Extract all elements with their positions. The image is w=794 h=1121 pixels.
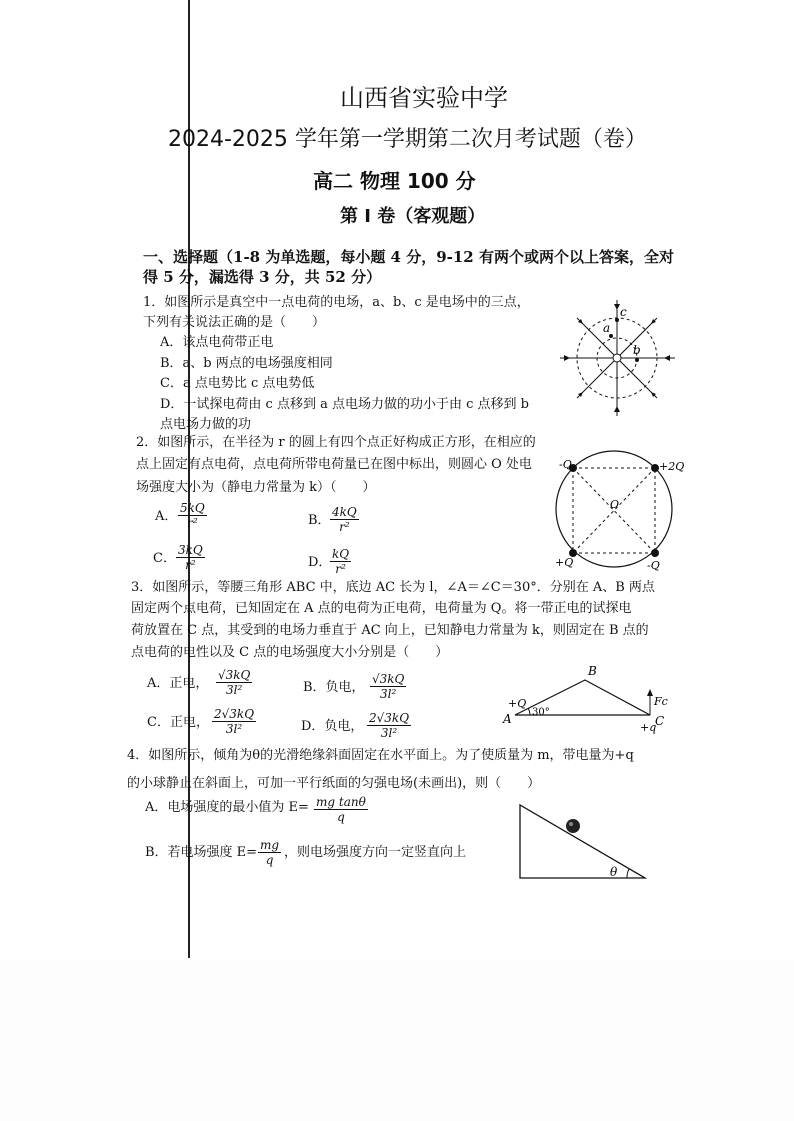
q4-option-b-tail: ，则电场强度方向一定竖直向上 — [284, 845, 467, 860]
section-heading-line1: 一、选择题（1-8 为单选题，每小题 4 分，9-12 有两个或两个以上答案，全对 — [143, 248, 674, 266]
q2-stem-line3: 场强度大小为（静电力常量为 k）（ ） — [136, 480, 376, 495]
q3-option-d-fraction: $\frac{2√3kQ}{\text{3l²}}$ — [369, 711, 410, 740]
q1-field-diagram — [565, 298, 685, 418]
q4-option-b-label: B．若电场强度 E= — [145, 845, 258, 860]
q3-force-label: Fc — [654, 695, 668, 708]
q1-option-b: B．a、b 两点的电场强度相同 — [160, 356, 333, 371]
q4-option-b-fraction: $\frac{mg}{q}$ — [260, 838, 280, 867]
exam-title: 2024-2025 学年第一学期第二次月考试题（卷） — [168, 127, 647, 152]
q3-vertex-b: B — [588, 664, 597, 678]
q4-option-a-label: A．电场强度的最小值为 E= — [145, 800, 309, 815]
q1-option-d-line1: D．一试探电荷由 c 点移到 a 点电场力做的功小于由 c 点移到 b — [160, 397, 529, 412]
q2-option-b-label: B． — [308, 513, 331, 528]
school-title: 山西省实验中学 — [340, 84, 508, 112]
section-heading-line2: 得 5 分，漏选得 3 分，共 52 分） — [143, 268, 382, 286]
q3-option-b-fraction: $\frac{√3kQ}{\text{3l²}}$ — [372, 672, 405, 701]
q3-charge-a: +Q — [508, 697, 527, 710]
q2-option-d-fraction: $\frac{kQ}{\text{r²}}$ — [332, 547, 350, 576]
q2-square-charges-diagram — [555, 456, 685, 576]
q3-stem-line4: 点电荷的电性以及 C 点的电场强度大小分别是（ ） — [131, 645, 449, 660]
q2-option-d-label: D． — [308, 555, 332, 570]
q2-charge-top-left: -Q — [559, 458, 572, 471]
q1-option-d-line2: 点电场力做的功 — [160, 417, 252, 432]
q3-stem-line2: 固定两个点电荷，已知固定在 A 点的电荷为正电荷，电荷量为 Q。将一带正电的试探电 — [131, 601, 632, 616]
q2-option-c-label: C． — [153, 551, 176, 566]
q2-charge-bottom-left: +Q — [555, 556, 574, 569]
q2-center-label: O — [610, 498, 620, 511]
q1-option-a: A．该点电荷带正电 — [160, 335, 274, 350]
q3-charge-c: +q — [640, 721, 657, 734]
q4-option-a-fraction: $\frac{\text{mg tanθ}}{q}$ — [316, 795, 366, 824]
q3-option-c-label: C．正电， — [147, 715, 209, 730]
q4-theta-label: θ — [610, 865, 618, 879]
q4-stem-line1: 4．如图所示，倾角为θ的光滑绝缘斜面固定在水平面上。为了使质量为 m，带电量为+q — [127, 748, 634, 763]
subject-line: 高二 物理 100 分 — [313, 169, 476, 193]
q3-option-b-label: B．负电， — [303, 680, 365, 695]
q3-angle-label: 30° — [532, 707, 550, 718]
q2-option-a-fraction: $\frac{5kQ}{\text{r²}}$ — [180, 501, 205, 530]
q1-point-a-label: a — [603, 321, 611, 335]
q4-incline-diagram — [515, 800, 655, 885]
q2-stem-line2: 点上固定有点电荷，点电荷所带电荷量已在图中标出，则圆心 O 处电 — [136, 457, 532, 472]
q1-point-c-label: c — [620, 305, 627, 319]
q3-stem-line3: 荷放置在 C 点，其受到的电场力垂直于 AC 向上，已知静电力常量为 k，则固定在 B 点的 — [131, 623, 649, 638]
q2-option-c-fraction: $\frac{3kQ}{\text{r²}}$ — [178, 543, 203, 572]
q3-triangle-diagram — [500, 665, 670, 735]
q3-option-c-fraction: $\frac{2√3kQ}{\text{3l²}}$ — [214, 707, 255, 736]
q3-vertex-a: A — [503, 712, 512, 726]
q2-charge-bottom-right: -Q — [647, 559, 660, 572]
q4-stem-line2: 的小球静止在斜面上，可加一平行纸面的匀强电场(未画出)，则（ ） — [127, 776, 541, 791]
q3-option-d-label: D．负电， — [301, 719, 364, 734]
q2-charge-top-right: +2Q — [659, 460, 685, 473]
q3-option-a-fraction: $\frac{√3kQ}{\text{3l²}}$ — [218, 668, 251, 697]
page-bottom-margin — [0, 960, 794, 1121]
q3-stem-line1: 3．如图所示，等腰三角形 ABC 中，底边 AC 长为 l，∠A＝∠C＝30°．分别在 A、B 两点 — [131, 580, 655, 595]
q1-stem-line2: 下列有关说法正确的是（ ） — [143, 315, 326, 330]
q1-stem-line1: 1．如图所示是真空中一点电荷的电场，a、b、c 是电场中的三点， — [143, 295, 530, 310]
volume-title: 第 I 卷（客观题） — [340, 206, 486, 227]
q1-option-c: C．a 点电势比 c 点电势低 — [160, 376, 315, 391]
q3-option-a-label: A．正电， — [147, 676, 209, 691]
q2-option-b-fraction: $\frac{4kQ}{\text{r²}}$ — [332, 505, 357, 534]
q2-option-a-label: A． — [155, 509, 178, 524]
q1-point-b-label: b — [633, 343, 641, 357]
q2-stem-line1: 2．如图所示，在半径为 r 的圆上有四个点正好构成正方形，在相应的 — [136, 435, 536, 450]
q3-vertex-c: C — [655, 714, 665, 728]
